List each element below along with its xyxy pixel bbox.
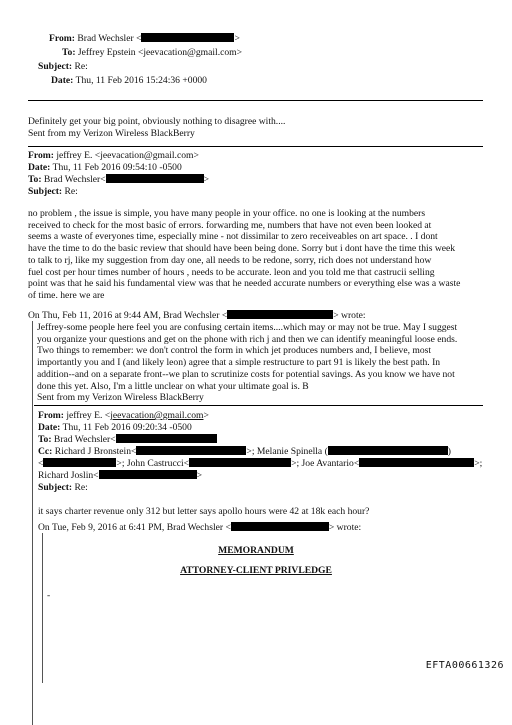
msg3-cc-row-3: [38, 470, 202, 482]
quote-intro-text: On Thu, Feb 11, 2016 at 9:44 AM, Brad Wechsler <: [28, 310, 228, 321]
redaction-box: [116, 434, 217, 443]
subject-value: Re:: [64, 186, 78, 197]
body-line: of time. here we are: [28, 289, 105, 301]
from-value: jeffrey E. <: [66, 410, 111, 421]
body-line: Sent from my Verizon Wireless BlackBerry: [37, 392, 204, 404]
to-label: To:: [38, 434, 52, 445]
body-line: have the time to do the basic review that should have been being done. Sorry but i dont have the time this week: [28, 243, 456, 255]
to-close: >: [203, 174, 210, 185]
cc-label: Cc:: [38, 446, 53, 457]
date-value: Thu, 11 Feb 2016 09:20:34 -0500: [62, 422, 192, 433]
redaction-box: [136, 446, 246, 455]
memo-mark: -: [47, 590, 51, 601]
header-subject-row: [38, 61, 88, 73]
from-close: >: [203, 410, 209, 421]
message-divider: [28, 146, 483, 147]
body-line: point was that he said his fundamental view was that he needed accurate numbers or everything else was a waste: [28, 278, 461, 290]
body-line: Two things to remember: we don't control the form in which jet produces numbers and, I believe, most: [37, 345, 432, 357]
quote1-intro: [28, 310, 366, 322]
memo-title: MEMORANDUM: [218, 545, 294, 556]
quote-intro-end: > wrote:: [328, 522, 362, 533]
body-line: Jeffrey-some people here feel you are confusing certain items....which may or may not be true. May I suggest: [37, 322, 458, 333]
msg2-date-row: [28, 162, 182, 174]
msg3-date-row: [38, 422, 192, 434]
quote-intro-text: On Tue, Feb 9, 2016 at 6:41 PM, Brad Wechsler <: [38, 522, 231, 533]
msg3-body: it says charter revenue only 312 but letter says apollo hours were 42 at 18k each hour?: [38, 506, 370, 517]
cc-text: Richard Joslin<: [38, 470, 99, 481]
subject-value: Re:: [74, 482, 88, 493]
from-email-link[interactable]: jeevacation@gmail.com: [110, 410, 204, 421]
cc-text: ): [447, 446, 451, 457]
date-label: Date:: [28, 162, 51, 173]
cc-text: >;: [474, 458, 483, 469]
redaction-box: [328, 446, 448, 455]
to-label: To:: [62, 47, 76, 58]
date-label: Date:: [38, 422, 61, 433]
body-line: done this yet. Also, I'm a little unclear on what your ultimate goal is. B: [37, 380, 309, 392]
redaction-box: [141, 33, 234, 42]
msg3-from-row: [38, 410, 209, 422]
msg2-from-row: [28, 150, 199, 162]
msg3-to-row: [38, 434, 217, 446]
subject-label: Subject:: [38, 61, 73, 72]
cc-text: >: [196, 470, 202, 481]
quote-bar: [32, 321, 33, 725]
cc-text: Richard J Bronstein<: [54, 446, 137, 457]
redaction-box: [227, 310, 333, 319]
from-label: From:: [38, 410, 64, 421]
redaction-box: [106, 174, 204, 183]
date-label: Date:: [51, 75, 74, 86]
memo-subtitle: ATTORNEY-CLIENT PRIVLEDGE: [180, 565, 332, 576]
redaction-box: [99, 470, 197, 479]
from-label: From:: [49, 33, 75, 44]
to-value: Jeffrey Epstein <jeevacation@gmail.com>: [77, 47, 243, 58]
date-value: Thu, 11 Feb 2016 15:24:36 +0000: [75, 75, 207, 86]
msg2-to-row: [28, 174, 209, 186]
body-line: received to check for the most basic of errors. forwarding me, numbers that have not even been looked at: [28, 219, 432, 231]
body-line: fuel cost per hour times number of hours , needs to be accurate. leon and you told me that castrucii selling: [28, 266, 435, 278]
subject-label: Subject:: [38, 482, 73, 493]
quote-divider: [34, 405, 483, 406]
subject-value: Re:: [74, 61, 88, 72]
msg2-subject-row: [28, 186, 78, 198]
subject-label: Subject:: [28, 186, 63, 197]
redaction-box: [43, 458, 116, 467]
redaction-box: [189, 458, 291, 467]
redaction-box: [231, 522, 329, 531]
date-value: Thu, 11 Feb 2016 09:54:10 -0500: [52, 162, 182, 173]
from-value: jeffrey E. <jeevacation@gmail.com>: [56, 150, 199, 161]
body-line: no problem , the issue is simple, you have many people in your office. no one is looking at the numbers: [28, 208, 426, 219]
body-line: to talk to rj, like my suggestion from day one, all needs to be redone, sorry, rich does not understand how: [28, 254, 432, 266]
cc-text: >; Joe Avantario<: [291, 458, 360, 469]
from-label: From:: [28, 150, 54, 161]
body-line: seems a waste of everyones time, especially mine - not dissimilar to zero receiveables on art space. . I dont: [28, 231, 438, 243]
msg3-cc-row: [38, 446, 451, 458]
cc-text: >; Melanie Spinella (: [246, 446, 328, 457]
msg3-quote-intro: [38, 522, 361, 534]
msg3-cc-row-2: [38, 458, 482, 470]
to-value: Brad Wechsler<: [53, 434, 116, 445]
document-id: EFTA00661326: [425, 660, 504, 672]
msg3-subject-row: [38, 482, 88, 494]
redaction-box: [359, 458, 474, 467]
body-line: addition--and on a separate front--we plan to scrutinize costs for potential savings. As you know we have not: [37, 368, 455, 380]
header-divider: [28, 100, 483, 101]
from-value: Brad Wechsler <: [77, 33, 142, 44]
header-date-row: [51, 75, 207, 87]
from-close: >: [234, 33, 240, 44]
cc-text: >; John Castrucci<: [116, 458, 190, 469]
to-value: Brad Wechsler<: [43, 174, 106, 185]
reply-line: Definitely get your big point, obviously nothing to disagree with....: [28, 116, 286, 127]
body-line: importantly you and I (and likely leon) agree that a simple restructure to part 91 is likely the best path. In: [37, 357, 441, 369]
header-from-row: [49, 33, 240, 45]
body-line: you organize your questions and get on the phone with rich j and then we can identify meaningful loose ends.: [37, 333, 458, 345]
cc-text: <: [38, 458, 44, 469]
quote-intro-end: > wrote:: [333, 310, 366, 321]
reply-signature: Sent from my Verizon Wireless BlackBerry: [28, 128, 195, 139]
header-to-row: [62, 47, 242, 59]
to-label: To:: [28, 174, 42, 185]
